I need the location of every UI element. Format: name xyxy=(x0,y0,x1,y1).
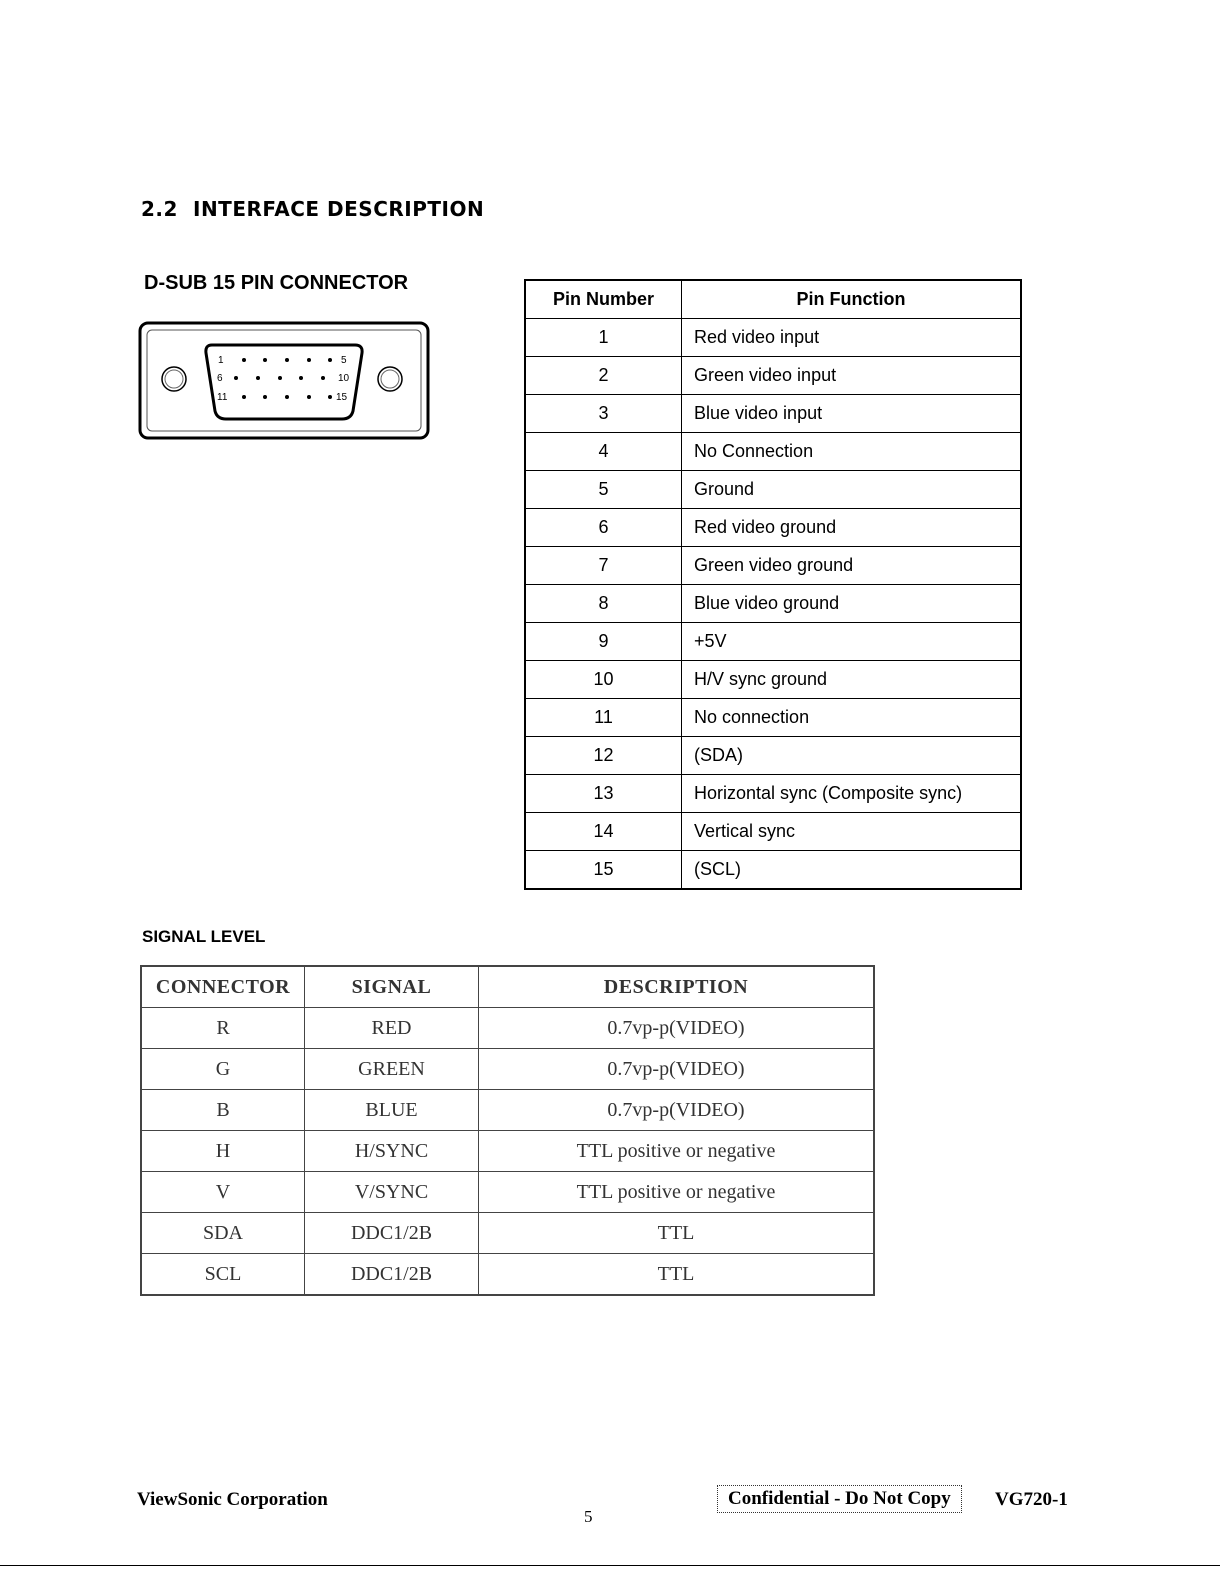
table-row xyxy=(525,357,1021,395)
table-cell: H xyxy=(141,1131,305,1172)
pin-label: 5 xyxy=(341,355,347,366)
table-cell: Vertical sync xyxy=(682,813,1022,851)
table-cell: 2 xyxy=(525,357,682,395)
table-cell: +5V xyxy=(682,623,1022,661)
table-cell: RED xyxy=(305,1008,479,1049)
table-cell: BLUE xyxy=(305,1090,479,1131)
table-cell: 3 xyxy=(525,395,682,433)
table-cell: DDC1/2B xyxy=(305,1213,479,1254)
table-cell: 8 xyxy=(525,585,682,623)
table-cell: Red video input xyxy=(682,319,1022,357)
table-row xyxy=(525,319,1021,357)
table-cell: TTL positive or negative xyxy=(479,1131,875,1172)
section-heading: 2.2 INTERFACE DESCRIPTION xyxy=(141,197,485,221)
table-row xyxy=(141,1254,874,1296)
table-row xyxy=(141,1049,874,1090)
table-cell: (SDA) xyxy=(682,737,1022,775)
pin-label: 15 xyxy=(336,392,348,403)
table-cell: TTL xyxy=(479,1254,875,1296)
column-header: SIGNAL xyxy=(305,966,479,1008)
pin-label: 11 xyxy=(217,392,228,403)
table-cell: Green video input xyxy=(682,357,1022,395)
table-cell: 7 xyxy=(525,547,682,585)
table-cell: SCL xyxy=(141,1254,305,1296)
footer-confidential: Confidential - Do Not Copy xyxy=(717,1485,962,1513)
table-cell: DDC1/2B xyxy=(305,1254,479,1296)
table-row xyxy=(525,509,1021,547)
table-cell: 12 xyxy=(525,737,682,775)
table-cell: 4 xyxy=(525,433,682,471)
table-row xyxy=(141,1131,874,1172)
table-cell: TTL xyxy=(479,1213,875,1254)
table-row xyxy=(525,623,1021,661)
signal-level-table xyxy=(140,965,875,1296)
table-cell: H/V sync ground xyxy=(682,661,1022,699)
table-cell: 0.7vp-p(VIDEO) xyxy=(479,1008,875,1049)
table-cell: Horizontal sync (Composite sync) xyxy=(682,775,1022,813)
column-header: DESCRIPTION xyxy=(479,966,875,1008)
table-cell: 1 xyxy=(525,319,682,357)
pin-label: 6 xyxy=(217,373,223,384)
table-cell: TTL positive or negative xyxy=(479,1172,875,1213)
pin-label: 1 xyxy=(218,355,224,366)
table-cell: Blue video input xyxy=(682,395,1022,433)
table-header-row xyxy=(525,280,1021,319)
table-header-row xyxy=(141,966,874,1008)
table-row xyxy=(141,1090,874,1131)
table-cell: GREEN xyxy=(305,1049,479,1090)
table-cell: V/SYNC xyxy=(305,1172,479,1213)
footer-model: VG720-1 xyxy=(995,1489,1068,1510)
table-row xyxy=(525,699,1021,737)
table-cell: Blue video ground xyxy=(682,585,1022,623)
table-row xyxy=(525,813,1021,851)
column-header: Pin Number xyxy=(525,280,682,319)
footer-rule xyxy=(0,1565,1220,1566)
table-cell: No Connection xyxy=(682,433,1022,471)
table-cell: 9 xyxy=(525,623,682,661)
table-cell: Ground xyxy=(682,471,1022,509)
table-cell: No connection xyxy=(682,699,1022,737)
pin-function-table xyxy=(524,279,1022,890)
table-row xyxy=(525,471,1021,509)
table-row xyxy=(525,775,1021,813)
table-cell: R xyxy=(141,1008,305,1049)
table-cell: B xyxy=(141,1090,305,1131)
table-row xyxy=(525,851,1021,890)
table-row xyxy=(525,661,1021,699)
table-row xyxy=(525,433,1021,471)
table-cell: 6 xyxy=(525,509,682,547)
table-cell: Green video ground xyxy=(682,547,1022,585)
table-cell: 0.7vp-p(VIDEO) xyxy=(479,1049,875,1090)
table-cell: SDA xyxy=(141,1213,305,1254)
table-cell: 15 xyxy=(525,851,682,890)
table-cell: 11 xyxy=(525,699,682,737)
dsub-connector-diagram xyxy=(138,321,430,441)
table-cell: Red video ground xyxy=(682,509,1022,547)
signal-level-title: SIGNAL LEVEL xyxy=(142,927,266,946)
table-row xyxy=(141,1008,874,1049)
column-header: Pin Function xyxy=(682,280,1022,319)
table-row xyxy=(525,395,1021,433)
table-cell: (SCL) xyxy=(682,851,1022,890)
table-row xyxy=(525,585,1021,623)
table-cell: V xyxy=(141,1172,305,1213)
table-row xyxy=(141,1172,874,1213)
pin-label: 10 xyxy=(338,373,350,384)
table-cell: 5 xyxy=(525,471,682,509)
table-row xyxy=(525,737,1021,775)
table-cell: G xyxy=(141,1049,305,1090)
table-row xyxy=(525,547,1021,585)
column-header: CONNECTOR xyxy=(141,966,305,1008)
table-cell: H/SYNC xyxy=(305,1131,479,1172)
page-number: 5 xyxy=(584,1507,593,1526)
table-cell: 14 xyxy=(525,813,682,851)
connector-title: D-SUB 15 PIN CONNECTOR xyxy=(144,272,409,294)
footer-company: ViewSonic Corporation xyxy=(137,1489,328,1510)
table-cell: 0.7vp-p(VIDEO) xyxy=(479,1090,875,1131)
table-row xyxy=(141,1213,874,1254)
table-cell: 13 xyxy=(525,775,682,813)
table-cell: 10 xyxy=(525,661,682,699)
